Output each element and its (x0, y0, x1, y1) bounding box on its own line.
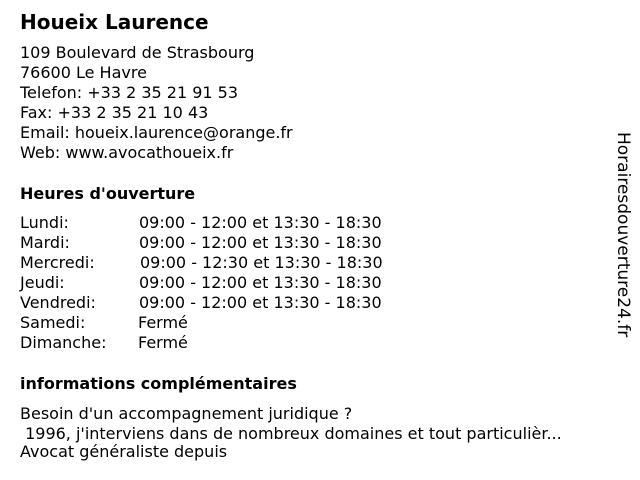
day-label: Mardi: (20, 233, 70, 252)
day-label: Mercredi: (20, 253, 95, 272)
business-name: Houeix Laurence (20, 10, 209, 34)
day-hours: 09:00 - 12:00 et 13:30 - 18:30 (139, 213, 382, 232)
day-hours: 09:00 - 12:00 et 13:30 - 18:30 (139, 233, 382, 252)
info-line: Avocat généraliste depuis (20, 442, 228, 461)
address-line-1: 109 Boulevard de Strasbourg (20, 43, 255, 62)
hours-heading: Heures d'ouverture (20, 184, 196, 203)
contact-block (20, 43, 293, 163)
address-line-2: 76600 Le Havre (20, 63, 147, 82)
day-hours: 09:00 - 12:00 et 13:30 - 18:30 (139, 273, 382, 292)
day-label: Dimanche: (20, 333, 107, 352)
day-hours: Fermé (138, 313, 188, 332)
email-address[interactable]: Email: houeix.laurence@orange.fr (20, 123, 293, 142)
day-label: Vendredi: (20, 293, 96, 312)
fax-number: Fax: +33 2 35 21 10 43 (20, 103, 209, 122)
watermark (614, 132, 632, 372)
info-line: Besoin d'un accompagnement juridique ? (20, 404, 353, 423)
day-hours: 09:00 - 12:30 et 13:30 - 18:30 (140, 253, 383, 272)
info-line: 1996, j'interviens dans de nombreux domaines et tout particulièr... (20, 424, 562, 443)
day-label: Jeudi: (20, 273, 65, 292)
info-text (20, 404, 620, 460)
phone-number[interactable]: Telefon: +33 2 35 21 91 53 (20, 83, 239, 102)
day-label: Lundi: (20, 213, 69, 232)
day-hours: 09:00 - 12:00 et 13:30 - 18:30 (139, 293, 382, 312)
watermark-text: Horairesdouverture24.fr (613, 132, 633, 338)
day-hours: Fermé (138, 333, 188, 352)
day-label: Samedi: (20, 313, 86, 332)
website-link[interactable]: Web: www.avocathoueix.fr (20, 143, 234, 162)
info-heading: informations complémentaires (20, 374, 297, 393)
